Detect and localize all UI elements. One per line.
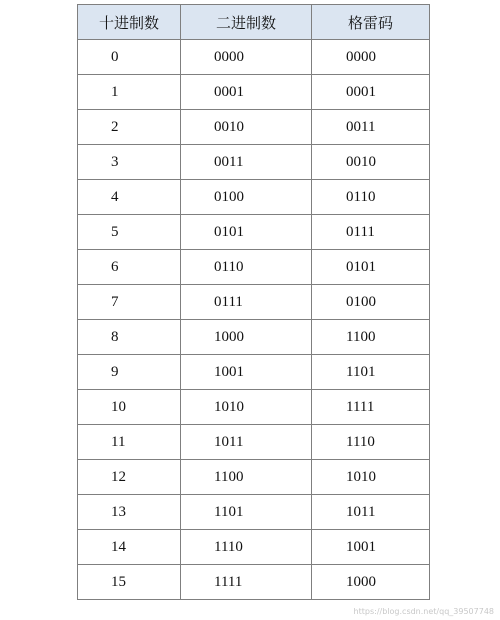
cell-gray-code: 1001 [312, 530, 430, 565]
table-row [78, 565, 430, 600]
table-row [78, 285, 430, 320]
table-row [78, 495, 430, 530]
cell-gray-code: 1000 [312, 565, 430, 600]
cell-binary: 1011 [181, 425, 312, 460]
cell-decimal: 5 [78, 215, 181, 250]
table-row [78, 530, 430, 565]
watermark: https://blog.csdn.net/qq_39507748 [353, 607, 494, 616]
cell-binary: 1010 [181, 390, 312, 425]
cell-binary: 0101 [181, 215, 312, 250]
table-row [78, 145, 430, 180]
cell-binary: 1000 [181, 320, 312, 355]
cell-binary: 0111 [181, 285, 312, 320]
gray-code-table [77, 4, 430, 600]
cell-gray-code: 0010 [312, 145, 430, 180]
cell-gray-code: 1111 [312, 390, 430, 425]
table-row [78, 40, 430, 75]
table-row [78, 460, 430, 495]
cell-binary: 1001 [181, 355, 312, 390]
cell-decimal: 11 [78, 425, 181, 460]
cell-binary: 1111 [181, 565, 312, 600]
header-gray-code: 格雷码 [312, 5, 430, 40]
cell-gray-code: 1110 [312, 425, 430, 460]
cell-decimal: 13 [78, 495, 181, 530]
cell-decimal: 7 [78, 285, 181, 320]
cell-gray-code: 0100 [312, 285, 430, 320]
cell-decimal: 15 [78, 565, 181, 600]
table-row [78, 110, 430, 145]
cell-gray-code: 0001 [312, 75, 430, 110]
table-row [78, 180, 430, 215]
cell-decimal: 8 [78, 320, 181, 355]
table-header [78, 5, 430, 40]
cell-gray-code: 0101 [312, 250, 430, 285]
table-row [78, 75, 430, 110]
cell-binary: 1110 [181, 530, 312, 565]
cell-gray-code: 1010 [312, 460, 430, 495]
cell-binary: 0011 [181, 145, 312, 180]
cell-gray-code: 1011 [312, 495, 430, 530]
table-row [78, 425, 430, 460]
gray-code-table-container [77, 4, 429, 600]
table-row [78, 215, 430, 250]
cell-gray-code: 1101 [312, 355, 430, 390]
cell-binary: 0100 [181, 180, 312, 215]
cell-gray-code: 1100 [312, 320, 430, 355]
cell-decimal: 4 [78, 180, 181, 215]
cell-decimal: 9 [78, 355, 181, 390]
cell-decimal: 10 [78, 390, 181, 425]
cell-gray-code: 0110 [312, 180, 430, 215]
cell-decimal: 1 [78, 75, 181, 110]
cell-binary: 1100 [181, 460, 312, 495]
cell-decimal: 2 [78, 110, 181, 145]
cell-decimal: 14 [78, 530, 181, 565]
cell-gray-code: 0111 [312, 215, 430, 250]
cell-decimal: 6 [78, 250, 181, 285]
table-row [78, 250, 430, 285]
cell-gray-code: 0011 [312, 110, 430, 145]
table-row [78, 390, 430, 425]
header-binary: 二进制数 [181, 5, 312, 40]
table-row [78, 320, 430, 355]
cell-decimal: 3 [78, 145, 181, 180]
header-decimal: 十进制数 [78, 5, 181, 40]
cell-binary: 1101 [181, 495, 312, 530]
header-row [78, 5, 430, 40]
cell-binary: 0000 [181, 40, 312, 75]
cell-binary: 0110 [181, 250, 312, 285]
table-body [78, 40, 430, 600]
cell-decimal: 0 [78, 40, 181, 75]
cell-binary: 0001 [181, 75, 312, 110]
cell-binary: 0010 [181, 110, 312, 145]
cell-decimal: 12 [78, 460, 181, 495]
cell-gray-code: 0000 [312, 40, 430, 75]
table-row [78, 355, 430, 390]
